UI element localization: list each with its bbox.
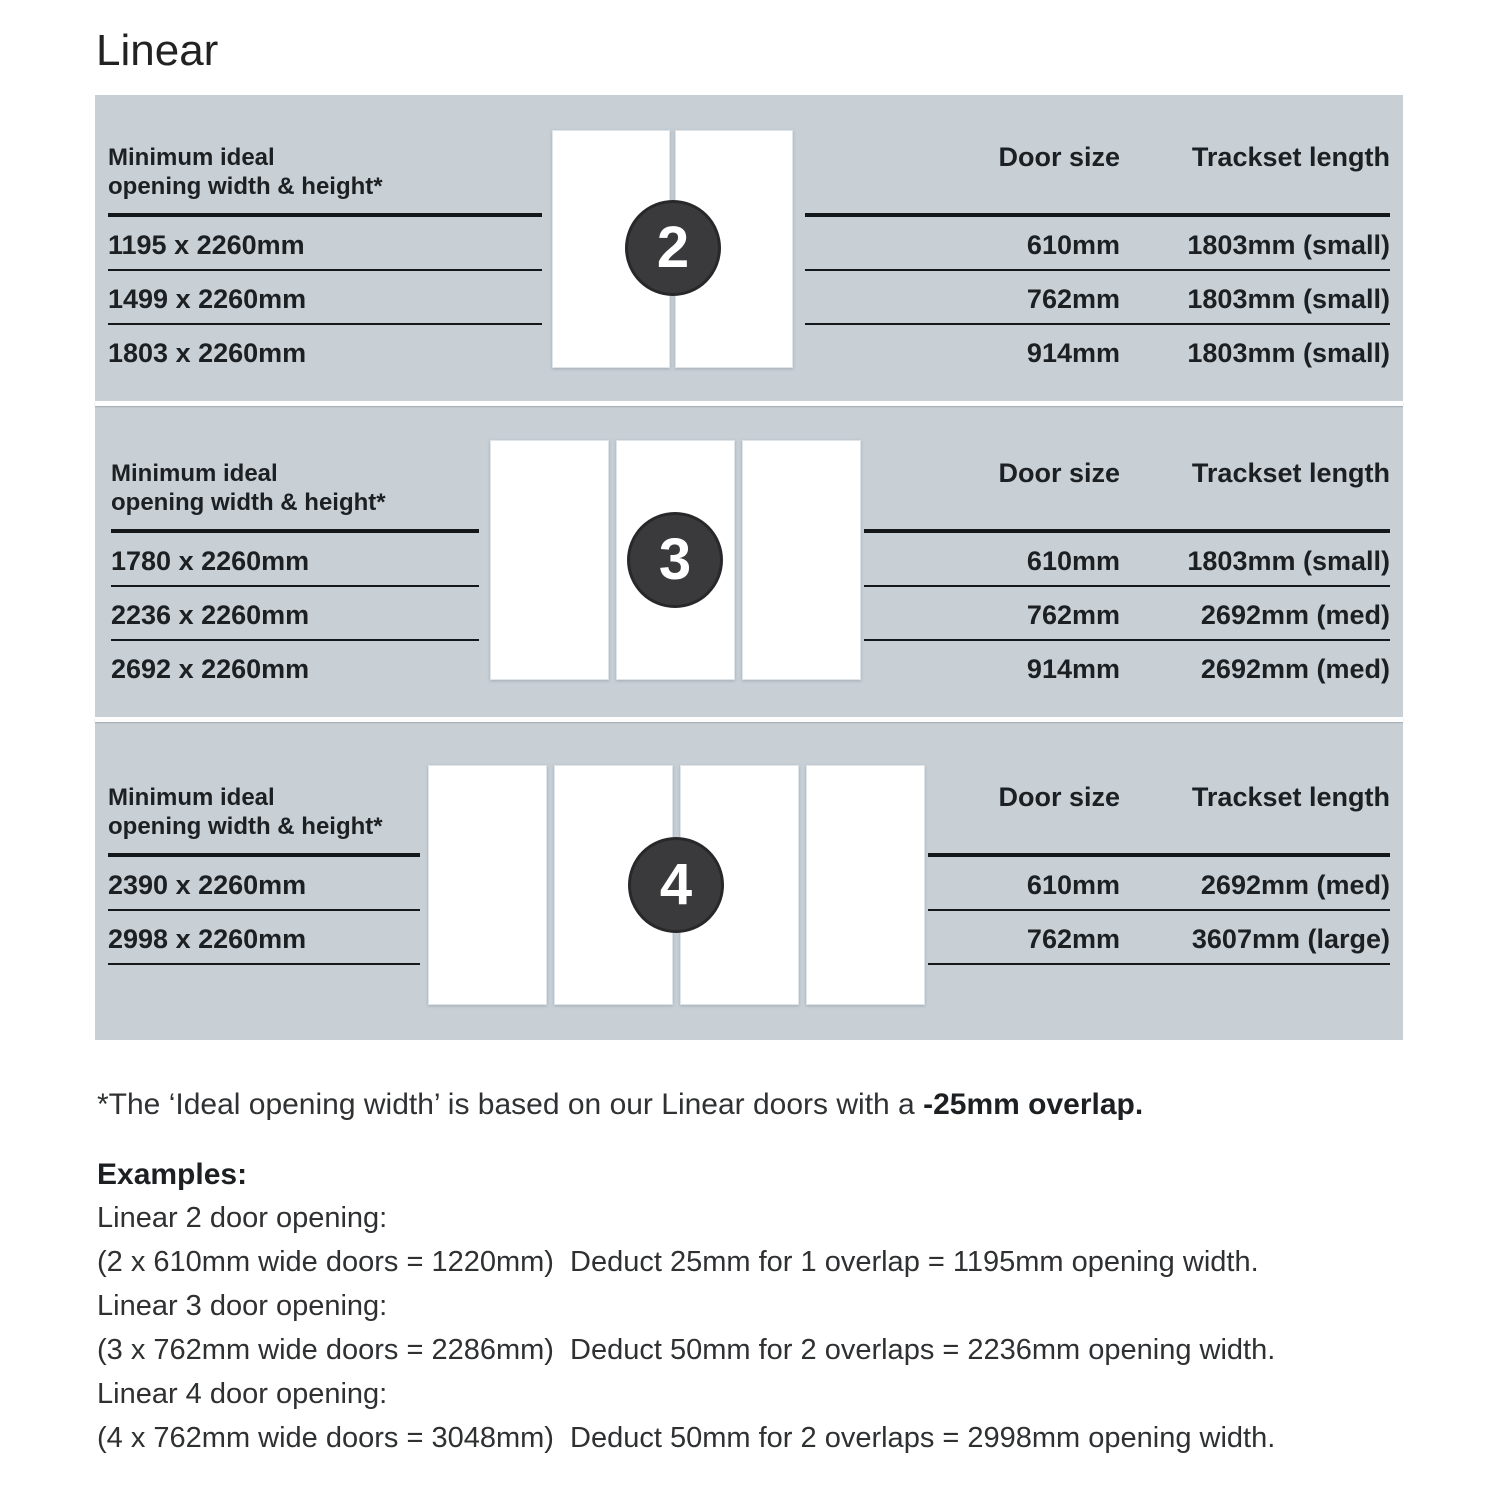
example-label: Linear 4 door opening: [97, 1378, 388, 1410]
example-label: Linear 3 door opening: [97, 1290, 388, 1322]
table-row: 762mm 1803mm (small) [805, 271, 1390, 325]
table-row: 610mm 1803mm (small) [805, 217, 1390, 271]
table-row: 914mm 1803mm (small) [1026, 338, 1390, 368]
section-divider [95, 717, 1403, 722]
door-panel [490, 440, 609, 680]
section-4-door [95, 717, 1403, 1040]
spec-panel [95, 95, 1403, 1040]
section-3-door [95, 401, 1403, 717]
door-count-badge: 3 [627, 512, 723, 608]
footnote: *The ‘Ideal opening width’ is based on our Linear doors with a -25mm overlap. [97, 1088, 1144, 1121]
trackset-table [928, 783, 1390, 965]
examples-heading: Examples: [97, 1158, 248, 1191]
table-row: 2390 x 2260mm [108, 857, 420, 911]
table-row: 2998 x 2260mm [108, 911, 420, 965]
opening-size-header: Minimum ideal opening width & height* [111, 460, 386, 516]
opening-size-header: Minimum ideal opening width & height* [108, 784, 383, 840]
opening-size-table [108, 783, 420, 965]
table-row: 1195 x 2260mm [108, 217, 542, 271]
footnote-bold: -25mm overlap. [923, 1088, 1144, 1121]
trackset-header [928, 783, 1390, 841]
trackset-length-column-header: Trackset length [1191, 142, 1390, 172]
door-size-column-header: Door size [998, 458, 1120, 488]
door-size-column-header: Door size [998, 782, 1120, 812]
table-row: 762mm 3607mm (large) [928, 911, 1390, 965]
trackset-header [805, 143, 1390, 201]
door-panel [428, 765, 547, 1005]
section-divider [95, 401, 1403, 406]
page-title: Linear [96, 26, 219, 75]
table-row: 914mm 2692mm (med) [1026, 654, 1390, 684]
opening-size-header: Minimum ideal opening width & height* [108, 144, 383, 200]
table-row: 1499 x 2260mm [108, 271, 542, 325]
table-row: 762mm 2692mm (med) [864, 587, 1390, 641]
trackset-table [805, 143, 1390, 377]
table-row: 1803 x 2260mm [108, 338, 307, 368]
table-row: 2692 x 2260mm [111, 654, 310, 684]
table-row: 2236 x 2260mm [111, 587, 479, 641]
door-count-badge: 2 [625, 200, 721, 296]
door-panel [806, 765, 925, 1005]
trackset-table [864, 459, 1390, 693]
table-row: 610mm 2692mm (med) [928, 857, 1390, 911]
opening-size-table [111, 459, 479, 693]
trackset-length-column-header: Trackset length [1191, 782, 1390, 812]
trackset-header [864, 459, 1390, 517]
door-count-badge: 4 [628, 837, 724, 933]
example-label: Linear 2 door opening: [97, 1202, 388, 1234]
section-2-door [95, 95, 1403, 401]
example-detail: (4 x 762mm wide doors = 3048mm) Deduct 50mm for 2 overlaps = 2998mm opening width. [97, 1422, 1276, 1454]
example-detail: (2 x 610mm wide doors = 1220mm) Deduct 25mm for 1 overlap = 1195mm opening width. [97, 1246, 1259, 1278]
door-size-column-header: Door size [998, 142, 1120, 172]
table-row: 1780 x 2260mm [111, 533, 479, 587]
trackset-length-column-header: Trackset length [1191, 458, 1390, 488]
opening-size-table [108, 143, 542, 377]
door-panel [742, 440, 861, 680]
example-detail: (3 x 762mm wide doors = 2286mm) Deduct 50mm for 2 overlaps = 2236mm opening width. [97, 1334, 1276, 1366]
examples-list [97, 1196, 1457, 1460]
table-row: 610mm 1803mm (small) [864, 533, 1390, 587]
